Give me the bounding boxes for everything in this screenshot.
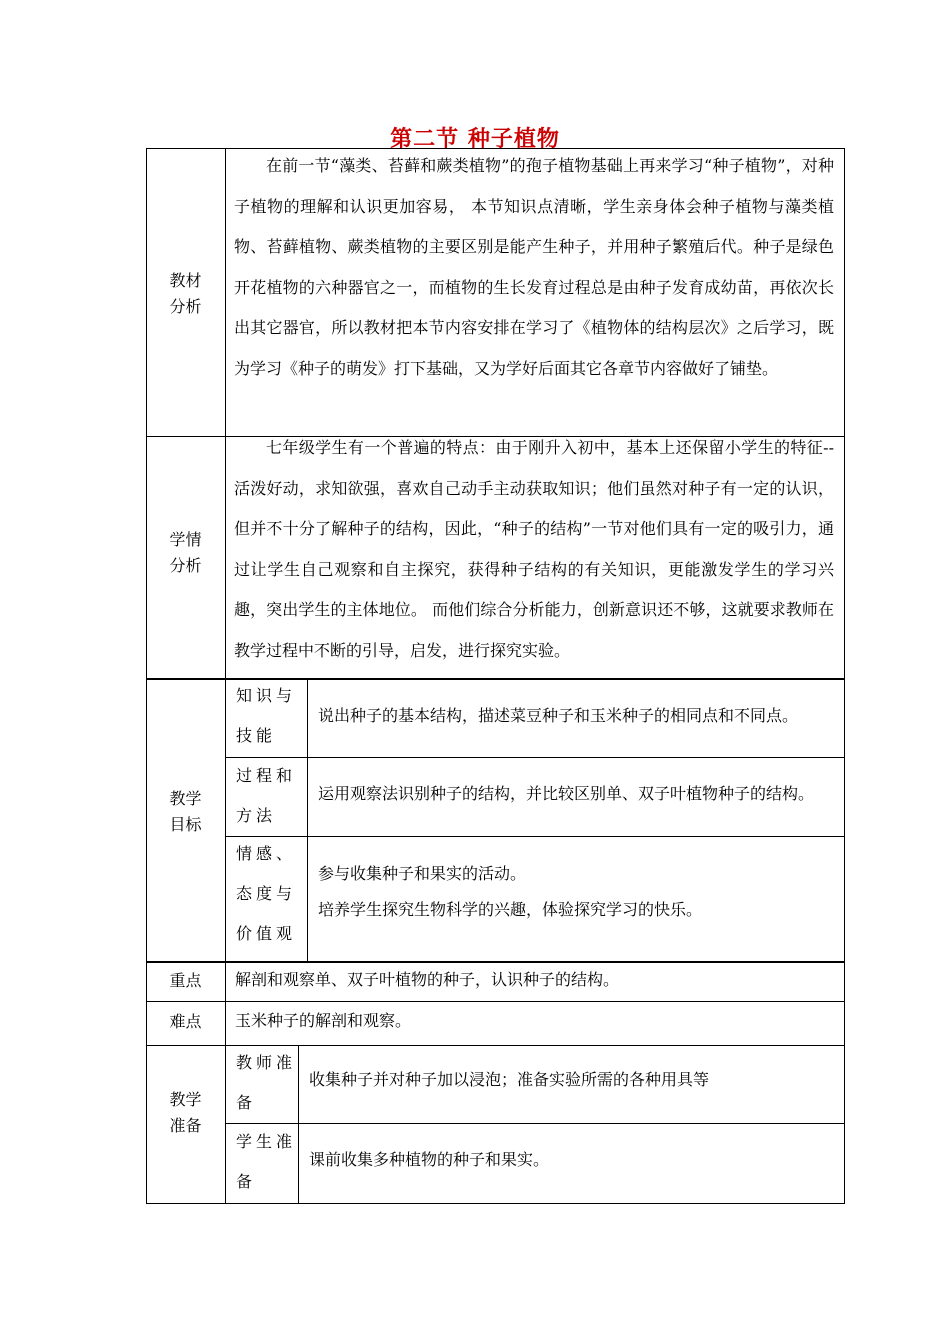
student-analysis-label: 学情 分析 — [169, 530, 202, 575]
teacher-prep-label: 教师准 备 — [236, 1053, 297, 1112]
goals-label: 教学 目标 — [169, 789, 202, 834]
student-prep-label: 学生准 备 — [236, 1132, 297, 1191]
student-prep-text: 课前收集多种植物的种子和果实。 — [309, 1150, 550, 1169]
goal-process-label: 过程和 方法 — [236, 766, 297, 825]
difficulty-text: 玉米种子的解剖和观察。 — [235, 1011, 412, 1030]
goal-knowledge-text: 说出种子的基本结构，描述菜豆种子和玉米种子的相同点和不同点。 — [318, 706, 799, 725]
prep-label: 教学 准备 — [169, 1090, 202, 1135]
key-point-label: 重点 — [169, 971, 202, 990]
difficulty-label: 难点 — [169, 1012, 202, 1031]
student-analysis-text: 七年级学生有一个普遍的特点：由于刚升入初中，基本上还保留小学生的特征--活泼好动，求知欲强，喜欢自己动手主动获取知识；他们虽然对种子有一定的认识，但并不十分了解种子的结构，因此，“种子的结构”一节对他们具有一定的吸引力，通过让学生自己观察和自主探究，获得种子结构的有关知识，更能激发学生的学习兴趣，突出学生的主体地位。 而他们综合分析能力，创新意识还不够，这就要求教师在教学过程中不断的引导，启发，进行探究实验。 — [234, 438, 834, 660]
goal-knowledge-label: 知识与 技能 — [236, 686, 297, 745]
page-title: 第二节 种子植物 — [390, 127, 560, 152]
textbook-analysis-label: 教材 分析 — [169, 271, 202, 316]
key-point-text: 解剖和观察单、双子叶植物的种子，认识种子的结构。 — [235, 970, 620, 989]
goal-process-text: 运用观察法识别种子的结构，并比较区别单、双子叶植物种子的结构。 — [318, 784, 815, 803]
teacher-prep-text: 收集种子并对种子加以浸泡；准备实验所需的各种用具等 — [309, 1070, 710, 1089]
goal-emotion-text: 参与收集种子和果实的活动。 培养学生探究生物科学的兴趣，体验探究学习的快乐。 — [318, 864, 703, 919]
textbook-analysis-text: 在前一节“藻类、苔藓和蕨类植物”的孢子植物基础上再来学习“种子植物”，对种子植物的理解和认识更加容易， 本节知识点清晰，学生亲身体会种子植物与藻类植物、苔藓植物、蕨类植物的主要区别是能产生种子，并用种子繁殖后代。种子是绿色开花植物的六种器官之一，而植物的生长发育过程总是由种子发育成幼苗，再依次长出其它器官，所以教材把本节内容安排在学习了《植物体的结构层次》之后学习，既为学习《种子的萌发》打下基础，又为学好后面其它各章节内容做好了铺垫。 — [234, 156, 834, 378]
goal-emotion-label: 情感、 态度与 价值观 — [236, 844, 297, 943]
